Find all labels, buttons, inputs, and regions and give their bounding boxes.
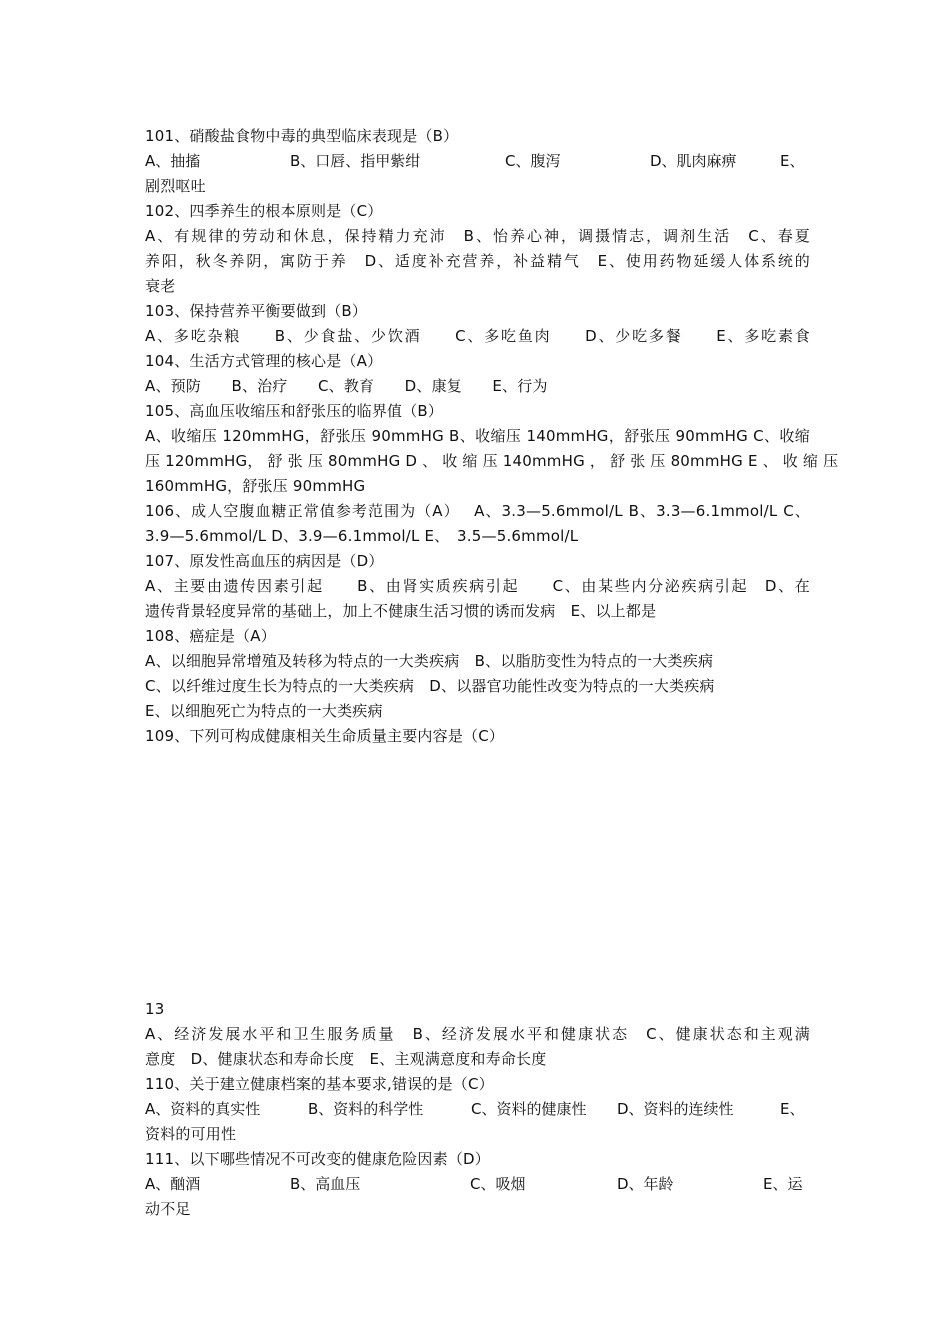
q107-options-line1: A、主要由遗传因素引起 B、由肾实质疾病引起 C、由某些内分泌疾病引起 D、在	[145, 577, 810, 595]
q111-option-e-wrap: 动不足	[145, 1200, 191, 1218]
q103-options: A、多吃杂粮 B、少食盐、少饮酒 C、多吃鱼肉 D、少吃多餐 E、多吃素食	[145, 327, 810, 345]
q109-title: 109、下列可构成健康相关生命质量主要内容是（C）	[145, 727, 505, 745]
q111-options	[145, 1172, 810, 1197]
q108-options-line1: A、以细胞异常增殖及转移为特点的一大类疾病 B、以脂肪变性为特点的一大类疾病	[145, 652, 714, 670]
q106-options: 3.9—5.6mmol/L D、3.9—6.1mmol/L E、 3.5—5.6mmol/L	[145, 527, 579, 545]
page-number: 13	[145, 1000, 165, 1018]
q110-option-d: D、资料的连续性	[617, 1100, 734, 1118]
q101-option-a: A、抽搐	[145, 152, 201, 170]
q110-option-e: E、	[780, 1100, 805, 1118]
q110-option-b: B、资料的科学性	[308, 1100, 424, 1118]
q101-option-b: B、口唇、指甲紫绀	[290, 152, 421, 170]
q101-options	[145, 149, 810, 174]
q111-title: 111、以下哪些情况不可改变的健康危险因素（D）	[145, 1150, 490, 1168]
q101-option-d: D、肌肉麻痹	[650, 152, 737, 170]
q101-title: 101、硝酸盐食物中毒的典型临床表现是（B）	[145, 127, 459, 145]
q107-title: 107、原发性高血压的病因是（D）	[145, 552, 384, 570]
q101-option-e-wrap: 剧烈呕吐	[145, 177, 206, 195]
q110-option-c: C、资料的健康性	[471, 1100, 587, 1118]
q111-option-d: D、年龄	[617, 1175, 674, 1193]
q101-option-e: E、	[780, 152, 805, 170]
q102-options-line2: 养阳，秋冬养阴，寓防于养 D、适度补充营养，补益精气 E、使用药物延缓人体系统的	[145, 252, 810, 270]
q108-options-line2: C、以纤维过度生长为特点的一大类疾病 D、以器官功能性改变为特点的一大类疾病	[145, 677, 715, 695]
q105-options-line1: A、收缩压 120mmHG，舒张压 90mmHG B、收缩压 140mmHG，舒张压 90mmHG C、收缩	[145, 427, 810, 445]
q109-options-line2: 意度 D、健康状态和寿命长度 E、主观满意度和寿命长度	[145, 1050, 547, 1068]
q108-options-line3: E、以细胞死亡为特点的一大类疾病	[145, 702, 383, 720]
q102-options-line3: 衰老	[145, 277, 176, 295]
q105-title: 105、高血压收缩压和舒张压的临界值（B）	[145, 402, 444, 420]
q104-title: 104、生活方式管理的核心是（A）	[145, 352, 383, 370]
q105-options-line3: 160mmHG，舒张压 90mmHG	[145, 477, 366, 495]
q110-option-a: A、资料的真实性	[145, 1100, 261, 1118]
q111-option-c: C、吸烟	[470, 1175, 526, 1193]
q107-options-line2: 遗传背景轻度异常的基础上，加上不健康生活习惯的诱而发病 E、以上都是	[145, 602, 657, 620]
q110-option-e-wrap: 资料的可用性	[145, 1125, 237, 1143]
q110-options	[145, 1097, 810, 1122]
q104-options: A、预防 B、治疗 C、教育 D、康复 E、行为	[145, 377, 548, 395]
q111-option-e: E、运	[763, 1175, 803, 1193]
q105-options-line2: 压 120mmHG， 舒 张 压 80mmHG D 、 收 缩 压 140mmHG ， 舒 张 压 80mmHG E 、 收 缩 压	[145, 452, 839, 470]
q108-title: 108、癌症是（A）	[145, 627, 276, 645]
q109-options-line1: A、经济发展水平和卫生服务质量 B、经济发展水平和健康状态 C、健康状态和主观满	[145, 1025, 810, 1043]
q101-option-c: C、腹泻	[505, 152, 561, 170]
q106-title: 106、成人空腹血糖正常值参考范围为（A） A、3.3—5.6mmol/L B、3.3—6.1mmol/L C、	[145, 502, 810, 520]
q102-title: 102、四季养生的根本原则是（C）	[145, 202, 383, 220]
q102-options-line1: A、有规律的劳动和休息，保持精力充沛 B、怡养心神，调摄情志，调剂生活 C、春夏	[145, 227, 810, 245]
q111-option-a: A、酗酒	[145, 1175, 201, 1193]
q110-title: 110、关于建立健康档案的基本要求,错误的是（C）	[145, 1075, 494, 1093]
q111-option-b: B、高血压	[290, 1175, 361, 1193]
q103-title: 103、保持营养平衡要做到（B）	[145, 302, 368, 320]
